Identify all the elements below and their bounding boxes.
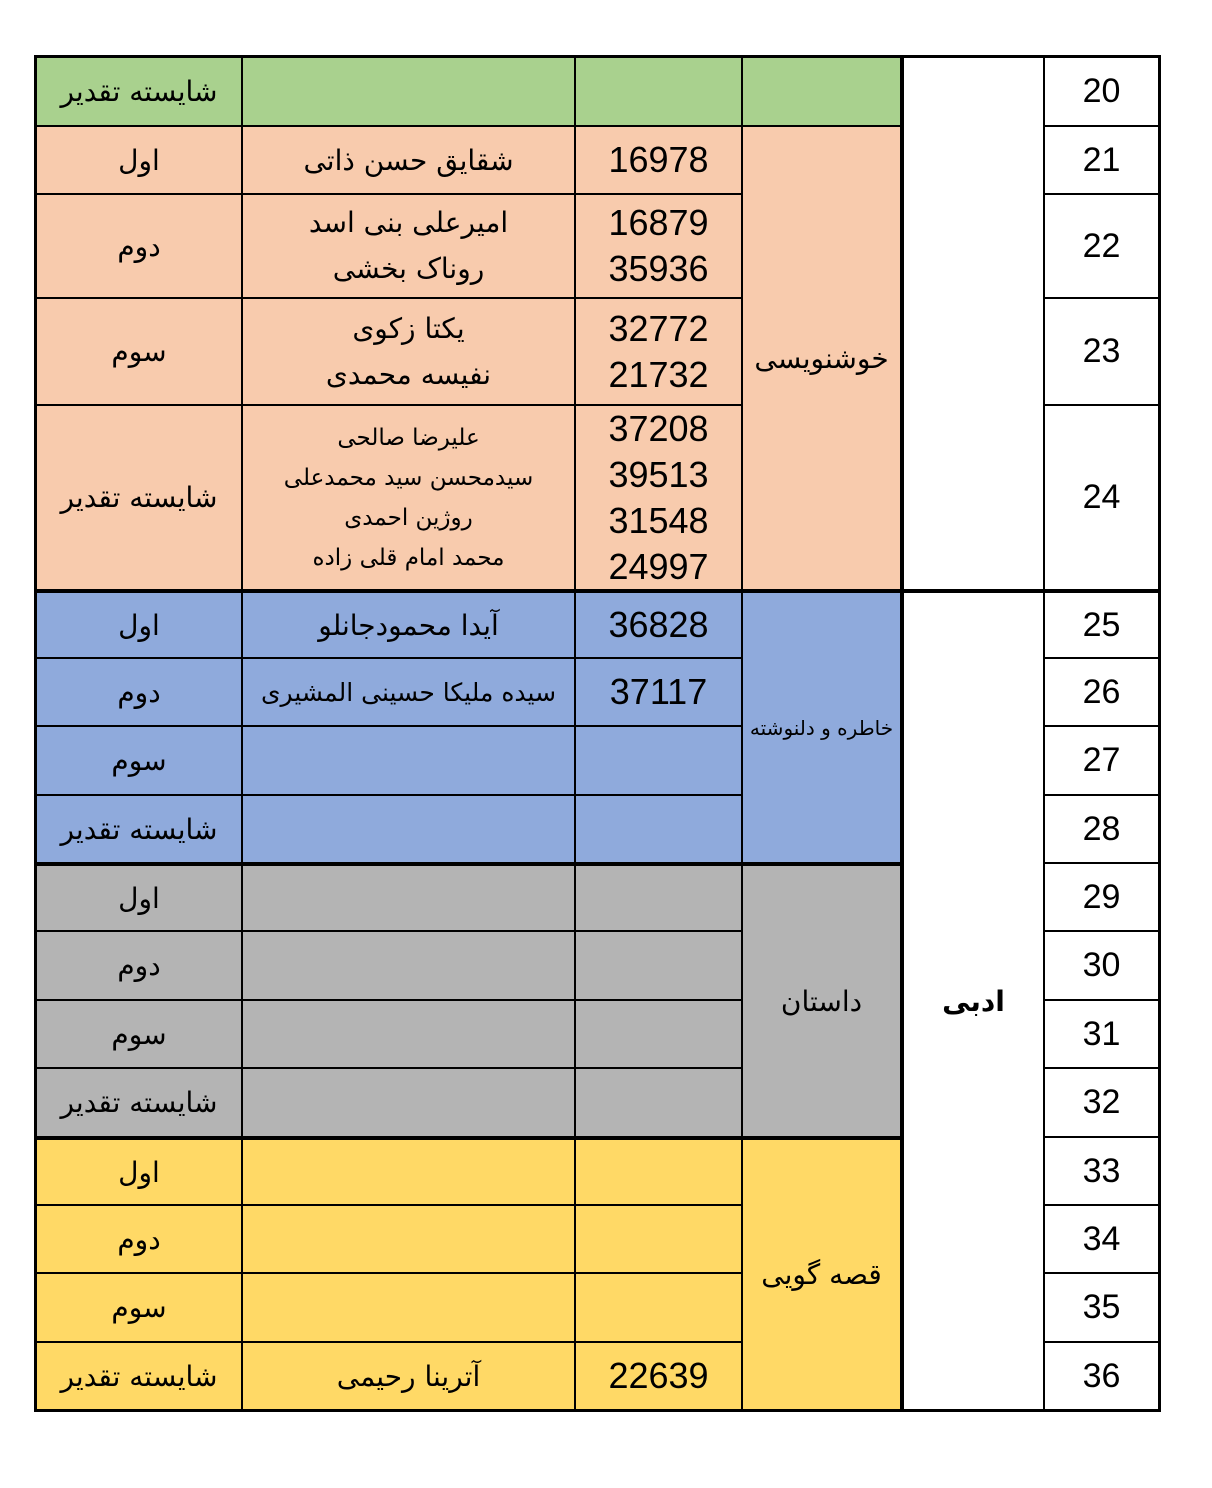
student-code: 22639 xyxy=(608,1355,709,1396)
student-name: علیرضا صالحی xyxy=(337,424,480,451)
student-code: 24997 xyxy=(608,545,709,587)
name-cell-28 xyxy=(242,795,575,863)
category-label: داستان xyxy=(780,984,863,1018)
rank-cell-29 xyxy=(36,863,242,931)
rank-label: شایسته تقدیر xyxy=(60,812,218,846)
name-cell-22 xyxy=(242,194,575,298)
row-number-25 xyxy=(1044,590,1159,658)
row-number: 34 xyxy=(1082,1219,1121,1258)
student-code: 21732 xyxy=(608,353,709,395)
row-number: 29 xyxy=(1082,877,1121,916)
category-calligraphy xyxy=(742,126,901,590)
student-code: 31548 xyxy=(608,499,709,541)
rank-cell-36 xyxy=(36,1342,242,1410)
rank-label: شایسته تقدیر xyxy=(60,481,218,514)
row-number-26 xyxy=(1044,658,1159,726)
rank-label: سوم xyxy=(111,1017,167,1051)
row-number: 33 xyxy=(1082,1151,1121,1190)
category-story xyxy=(742,863,901,1137)
rank-label: دوم xyxy=(117,675,161,709)
row-number-34 xyxy=(1044,1205,1159,1273)
row-number: 26 xyxy=(1082,672,1121,711)
row-number-24 xyxy=(1044,405,1159,590)
rank-cell-25 xyxy=(36,590,242,658)
rank-label: دوم xyxy=(117,949,161,982)
category-memoir xyxy=(742,590,901,863)
student-name: روژین احمدی xyxy=(344,504,473,531)
student-name: سیده ملیکا حسینی المشیری xyxy=(260,677,557,707)
rank-cell-26 xyxy=(36,658,242,726)
rank-cell-28 xyxy=(36,795,242,863)
row-number-28 xyxy=(1044,795,1159,863)
code-cell-33 xyxy=(575,1137,742,1205)
code-cell-28 xyxy=(575,795,742,863)
rank-label: دوم xyxy=(117,229,161,263)
rank-label: سوم xyxy=(111,335,167,368)
row-number: 22 xyxy=(1082,226,1121,265)
name-cell-23 xyxy=(242,298,575,405)
row-number: 21 xyxy=(1082,140,1121,179)
group-cell-upper xyxy=(901,57,1044,590)
rank-cell-21 xyxy=(36,126,242,194)
row-number-21 xyxy=(1044,126,1159,194)
rank-label: شایسته تقدیر xyxy=(60,1359,218,1393)
student-name: آیدا محمودجانلو xyxy=(318,608,499,642)
student-name: شقایق حسن ذاتی xyxy=(303,143,514,177)
code-cell-25 xyxy=(575,590,742,658)
student-name: روناک بخشی xyxy=(332,252,485,285)
student-name: نفیسه محمدی xyxy=(325,357,492,391)
rank-label: اول xyxy=(118,881,160,915)
row-number-32 xyxy=(1044,1068,1159,1137)
row-number-27 xyxy=(1044,726,1159,795)
row-number: 31 xyxy=(1082,1014,1121,1053)
row-number: 30 xyxy=(1082,946,1121,984)
code-cell-35 xyxy=(575,1273,742,1342)
category-label: خاطره و دلنوشته xyxy=(749,715,894,740)
row-number-30 xyxy=(1044,931,1159,1000)
row-number: 20 xyxy=(1082,72,1121,110)
name-cell-32 xyxy=(242,1068,575,1137)
code-cell-23 xyxy=(575,298,742,405)
category-label: خوشنویسی xyxy=(754,341,889,375)
group-label: ادبی xyxy=(942,984,1005,1018)
row-number-36 xyxy=(1044,1342,1159,1410)
rank-label: اول xyxy=(118,143,160,177)
code-cell-29 xyxy=(575,863,742,931)
code-cell-27 xyxy=(575,726,742,795)
name-cell-35 xyxy=(242,1273,575,1342)
name-cell-24 xyxy=(242,405,575,590)
rank-cell-24 xyxy=(36,405,242,590)
name-cell-34 xyxy=(242,1205,575,1273)
student-code: 32772 xyxy=(608,307,709,349)
student-code: 36828 xyxy=(608,604,709,645)
category-storytelling xyxy=(742,1137,901,1410)
row-number: 27 xyxy=(1082,741,1121,779)
student-code: 37117 xyxy=(609,671,708,712)
rank-label: اول xyxy=(118,608,160,642)
student-code: 37208 xyxy=(608,407,709,449)
category-cell-20 xyxy=(742,57,901,126)
name-cell-33 xyxy=(242,1137,575,1205)
rank-label: اول xyxy=(118,1155,160,1189)
code-cell-31 xyxy=(575,1000,742,1068)
rank-label: سوم xyxy=(111,1291,167,1324)
rank-cell-23 xyxy=(36,298,242,405)
name-cell-21 xyxy=(242,126,575,194)
code-cell-24 xyxy=(575,405,742,590)
name-cell-25 xyxy=(242,590,575,658)
code-cell-36 xyxy=(575,1342,742,1410)
name-cell-29 xyxy=(242,863,575,931)
group-cell-literary xyxy=(901,590,1044,1410)
name-cell-26 xyxy=(242,658,575,726)
name-cell-31 xyxy=(242,1000,575,1068)
student-code: 16879 xyxy=(608,202,709,243)
row-number: 35 xyxy=(1082,1288,1121,1326)
code-cell-34 xyxy=(575,1205,742,1273)
student-code: 35936 xyxy=(608,248,709,289)
name-cell-36 xyxy=(242,1342,575,1410)
row-number-23 xyxy=(1044,298,1159,405)
code-cell-30 xyxy=(575,931,742,1000)
rank-cell-31 xyxy=(36,1000,242,1068)
rank-cell-20 xyxy=(36,57,242,126)
name-cell-30 xyxy=(242,931,575,1000)
student-name: امیرعلی بنی اسد xyxy=(308,206,509,239)
rank-cell-27 xyxy=(36,726,242,795)
rank-cell-35 xyxy=(36,1273,242,1342)
code-cell-20 xyxy=(575,57,742,126)
row-number-31 xyxy=(1044,1000,1159,1068)
student-code: 16978 xyxy=(608,139,709,180)
student-name: محمد امام قلی زاده xyxy=(312,544,505,571)
row-number-29 xyxy=(1044,863,1159,931)
student-code: 39513 xyxy=(608,453,709,495)
row-number-22 xyxy=(1044,194,1159,298)
row-number: 36 xyxy=(1082,1356,1121,1395)
row-number-33 xyxy=(1044,1137,1159,1205)
rank-cell-22 xyxy=(36,194,242,298)
category-label: قصه گویی xyxy=(761,1258,882,1291)
student-name: یکتا زکوی xyxy=(352,311,465,345)
rank-cell-32 xyxy=(36,1068,242,1137)
row-number: 23 xyxy=(1082,332,1121,370)
name-cell-20 xyxy=(242,57,575,126)
student-name: سیدمحسن سید محمدعلی xyxy=(283,464,534,491)
code-cell-22 xyxy=(575,194,742,298)
rank-cell-30 xyxy=(36,931,242,1000)
rank-label: سوم xyxy=(111,744,167,777)
rank-cell-33 xyxy=(36,1137,242,1205)
rank-label: شایسته تقدیر xyxy=(60,75,218,108)
name-cell-27 xyxy=(242,726,575,795)
row-number: 32 xyxy=(1082,1083,1121,1121)
rank-cell-34 xyxy=(36,1205,242,1273)
row-number: 24 xyxy=(1082,478,1121,516)
code-cell-21 xyxy=(575,126,742,194)
row-number: 25 xyxy=(1082,605,1121,644)
code-cell-26 xyxy=(575,658,742,726)
student-name: آترینا رحیمی xyxy=(336,1359,481,1393)
code-cell-32 xyxy=(575,1068,742,1137)
rank-label: دوم xyxy=(117,1222,161,1256)
row-number-35 xyxy=(1044,1273,1159,1342)
row-number: 28 xyxy=(1082,809,1121,848)
row-number-20 xyxy=(1044,57,1159,126)
rank-label: شایسته تقدیر xyxy=(60,1086,218,1119)
